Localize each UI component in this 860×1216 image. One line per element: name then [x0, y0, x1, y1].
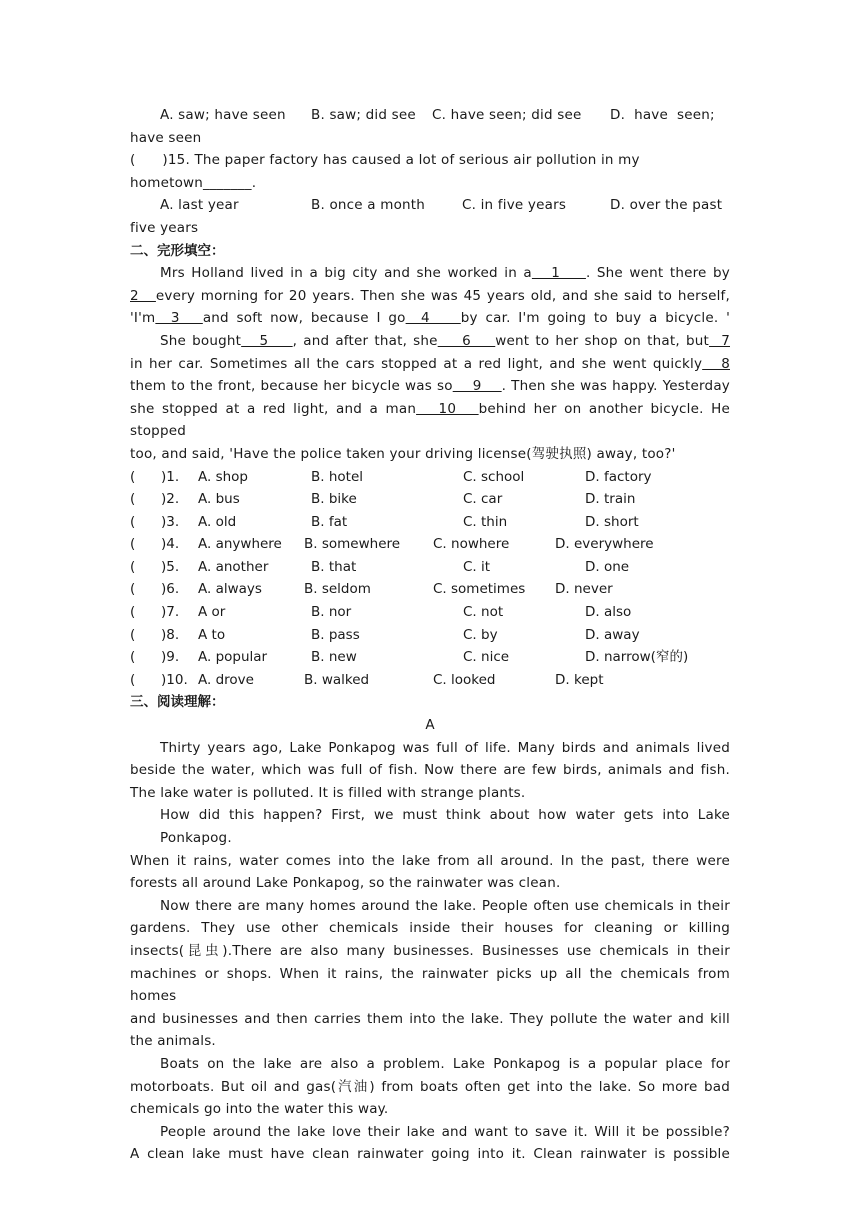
option-d: D. never — [555, 581, 613, 598]
cloze-line — [130, 307, 730, 330]
question-number[interactable]: ( )2. — [130, 491, 180, 508]
question-number[interactable]: ( )6. — [130, 581, 180, 598]
q15-period: . — [251, 174, 257, 191]
cloze-passage — [130, 262, 730, 465]
passage-line: The lake water is polluted. It is filled with strange plants. — [130, 784, 526, 801]
option-b: B. fat — [311, 513, 348, 530]
option-d: D. narrow(窄的) — [585, 649, 689, 666]
cloze-line — [130, 353, 730, 376]
cloze-text: and soft now, because I go — [202, 310, 406, 327]
question-row — [130, 646, 730, 669]
option-b: B. walked — [304, 671, 370, 688]
passage-line: How did this happen? First, we must think about how water gets into Lake Ponkapog. — [160, 807, 730, 846]
option-c: C. in five years — [462, 197, 567, 214]
question-row — [130, 669, 730, 692]
cloze-text: every morning for 20 years. Then she was 45 years old, and she said to herself, — [155, 287, 730, 304]
cloze-text: she stopped at a red light, and a man — [130, 400, 417, 417]
q15-options — [130, 194, 730, 217]
question-row — [130, 556, 730, 579]
cloze-text: , and after that, she — [292, 332, 438, 349]
passage-line: People around the lake love their lake and want to save it. Will it be possible? — [160, 1123, 730, 1140]
option-c: C. car — [463, 491, 503, 508]
cloze-questions — [130, 466, 730, 692]
cloze-line — [130, 375, 730, 398]
cloze-blank: 3 — [155, 310, 203, 327]
option-d: D. factory — [585, 468, 652, 485]
cloze-text: . Then she was happy. Yesterday — [501, 378, 730, 395]
question-number[interactable]: ( )3. — [130, 513, 180, 530]
q15-option-d-continued: five years — [130, 219, 199, 236]
question-number[interactable]: ( )10. — [130, 671, 188, 688]
section-title-cloze: 二、完形填空： — [130, 242, 225, 259]
option-b: B. hotel — [311, 468, 364, 485]
question-number[interactable]: ( )7. — [130, 604, 180, 621]
question-number[interactable]: ( )9. — [130, 649, 180, 666]
option-b: B. that — [311, 558, 357, 575]
cloze-text: them to the front, because her bicycle was so — [130, 378, 453, 395]
cloze-blank: 9 — [452, 378, 502, 395]
cloze-text: She bought — [160, 332, 242, 349]
cloze-blank: 5 — [241, 332, 293, 349]
cloze-text: went to her shop on that, but — [495, 332, 709, 349]
passage-label: A — [425, 717, 435, 734]
cloze-text: . She went there by — [585, 265, 730, 282]
cloze-line — [130, 285, 730, 308]
cloze-text: by car. I'm going to buy a bicycle. ' — [460, 310, 730, 327]
q15-blank: _______ — [203, 174, 252, 191]
question-number[interactable]: ( )1. — [130, 468, 180, 485]
cloze-blank: 10 — [416, 400, 479, 417]
cloze-blank: 1 — [531, 265, 586, 282]
option-c: C. looked — [433, 671, 496, 688]
q15-stem-continued — [130, 172, 730, 195]
cloze-line — [130, 398, 730, 443]
passage-line: chemicals go into the water this way. — [130, 1101, 389, 1118]
q14-option-d-continued: have seen — [130, 129, 202, 146]
q15-stem — [130, 149, 730, 172]
option-a: A. another — [198, 558, 269, 575]
question-row — [130, 488, 730, 511]
option-a: A or — [198, 604, 226, 621]
option-b: B. nor — [311, 604, 352, 621]
option-a: A. old — [198, 513, 237, 530]
passage-line: the animals. — [130, 1033, 216, 1050]
cloze-line — [130, 443, 730, 466]
option-c: C. nice — [463, 649, 510, 666]
cloze-blank: 6 — [437, 332, 496, 349]
option-b: B. once a month — [311, 197, 426, 214]
cloze-blank: 7 — [709, 332, 730, 349]
cloze-line — [130, 262, 730, 285]
option-c: C. it — [463, 558, 491, 575]
option-b: B. pass — [311, 626, 360, 643]
cloze-text: 'I'm — [130, 310, 156, 327]
option-c: C. nowhere — [433, 536, 510, 553]
option-b: B. new — [311, 649, 357, 666]
option-d: D. also — [585, 604, 632, 621]
option-d: D. have seen; — [610, 107, 715, 123]
cloze-blank: 8 — [702, 355, 730, 372]
option-c: C. thin — [463, 513, 508, 530]
option-b: B. somewhere — [304, 536, 401, 553]
cloze-blank: 4 — [405, 310, 461, 327]
option-a: A. anywhere — [198, 536, 282, 553]
question-number[interactable]: ( )8. — [130, 626, 180, 643]
passage-line: A clean lake must have clean rainwater going into it. Clean rainwater is possible — [130, 1146, 730, 1163]
passage-line: Now there are many homes around the lake. People often use chemicals in their — [160, 897, 730, 914]
question-row — [130, 533, 730, 556]
q14-options — [130, 104, 730, 127]
option-d: D. one — [585, 558, 630, 575]
option-d: D. kept — [555, 671, 604, 688]
q15-text-cont: hometown — [130, 174, 204, 191]
document-page — [130, 104, 730, 1166]
section-title-reading: 三、阅读理解： — [130, 694, 225, 711]
option-d: D. train — [585, 491, 636, 508]
option-d: D. everywhere — [555, 536, 654, 553]
option-a: A. bus — [198, 491, 240, 508]
passage-line: insects(昆虫).There are also many businesses. Businesses use chemicals in their — [130, 942, 730, 959]
option-c: C. not — [463, 604, 504, 621]
question-row — [130, 511, 730, 534]
cloze-text: in her car. Sometimes all the cars stopped at a red light, and she went quickly — [130, 355, 703, 372]
passage-line: Boats on the lake are also a problem. Lake Ponkapog is a popular place for — [160, 1055, 730, 1072]
option-b: B. seldom — [304, 581, 371, 598]
cloze-text: Mrs Holland lived in a big city and she worked in a — [160, 265, 532, 282]
passage-line: When it rains, water comes into the lake from all around. In the past, there were — [130, 852, 730, 869]
option-a: A. last year — [160, 197, 239, 214]
option-c: C. school — [463, 468, 525, 485]
option-c: C. have seen; did see — [432, 107, 582, 123]
option-d: D. over the past — [610, 197, 723, 214]
option-a: A. popular — [198, 649, 268, 666]
cloze-text: behind her on another bicycle. He stopped — [130, 400, 730, 440]
option-a: A to — [198, 626, 226, 643]
question-row — [130, 578, 730, 601]
reading-passage — [130, 737, 730, 1166]
passage-line: Thirty years ago, Lake Ponkapog was full of life. Many birds and animals lived — [160, 739, 730, 756]
passage-line: and businesses and then carries them into the lake. They pollute the water and kill — [130, 1010, 730, 1027]
option-a: A. shop — [198, 468, 248, 485]
option-d: D. away — [585, 626, 640, 643]
option-c: C. by — [463, 626, 498, 643]
option-a: A. drove — [198, 671, 254, 688]
cloze-blank: 2 — [130, 287, 156, 304]
cloze-line — [130, 330, 730, 353]
passage-line: motorboats. But oil and gas(汽油) from boats often get into the lake. So more bad — [130, 1078, 730, 1095]
option-c: C. sometimes — [433, 581, 526, 598]
q15-text: ( )15. The paper factory has caused a lot of serious air pollution in my — [130, 152, 640, 169]
passage-line: beside the water, which was full of fish. Now there are few birds, animals and fish. — [130, 762, 730, 779]
option-a: A. saw; have seen — [160, 107, 286, 123]
passage-line: machines or shops. When it rains, the rainwater picks up all the chemicals from homes — [130, 965, 730, 1005]
passage-line: gardens. They use other chemicals inside their houses for cleaning or killing — [130, 920, 730, 937]
option-b: B. saw; did see — [311, 107, 416, 123]
question-row — [130, 624, 730, 647]
question-number[interactable]: ( )5. — [130, 558, 180, 575]
option-d: D. short — [585, 513, 639, 530]
option-a: A. always — [198, 581, 262, 598]
cloze-text: too, and said, 'Have the police taken your driving license(驾驶执照) away, too?' — [130, 445, 676, 462]
question-row — [130, 601, 730, 624]
passage-line: forests all around Lake Ponkapog, so the rainwater was clean. — [130, 875, 561, 892]
question-row — [130, 466, 730, 489]
question-number[interactable]: ( )4. — [130, 536, 180, 553]
option-b: B. bike — [311, 491, 357, 508]
